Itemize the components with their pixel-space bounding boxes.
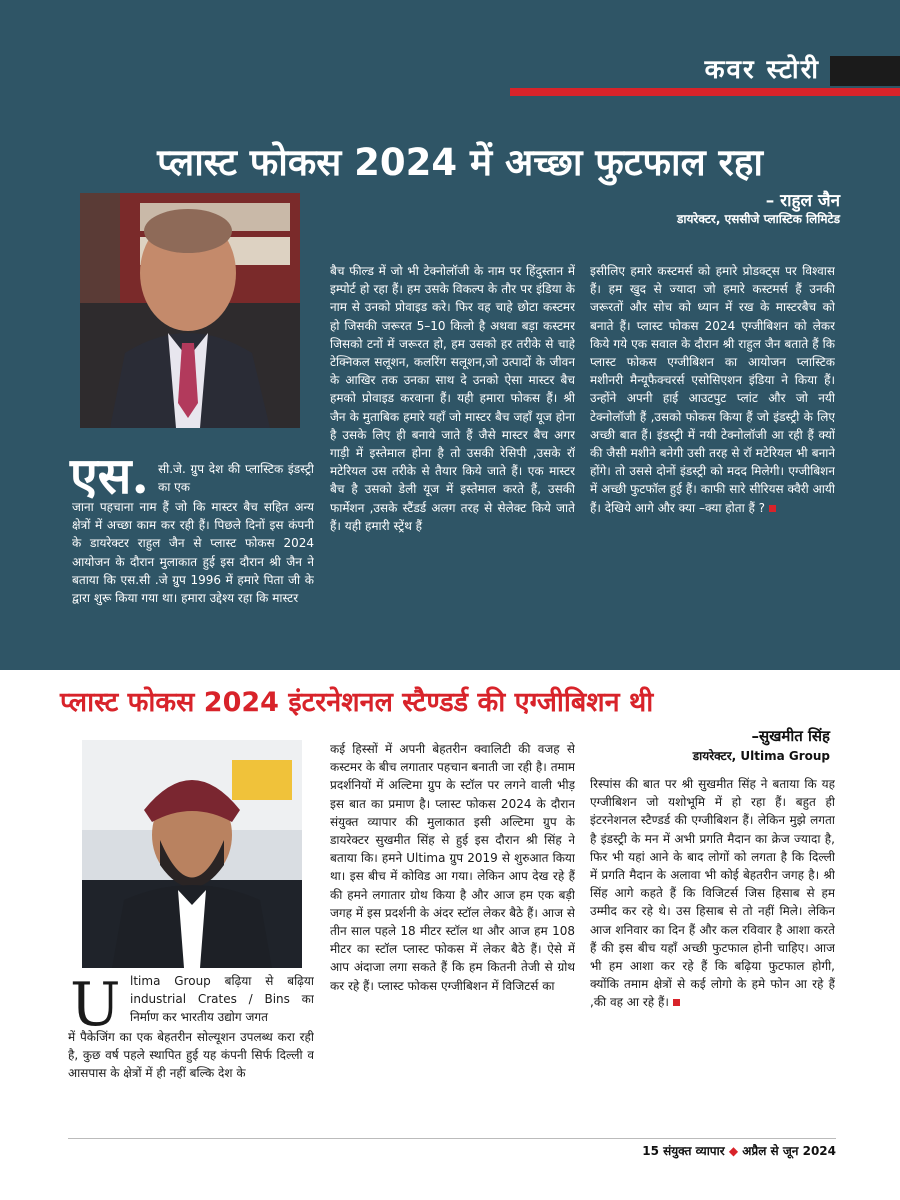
article2-col1-intro: ltima Group बढ़िया से बढ़िया industrial Crates / Bins का निर्माण कर भारतीय उद्योग जगत (130, 974, 314, 1025)
article1-col3 (590, 262, 835, 662)
issue-date: अप्रैल से जून 2024 (742, 1144, 836, 1158)
section-label-block (830, 56, 900, 86)
portrait-rahul-jain (80, 193, 300, 428)
page-number: 15 (642, 1144, 659, 1158)
article2-col2: कई हिस्सों में अपनी बेहतरीन क्वालिटी की वजह से कस्टमर के बीच लगातार पहचान बनाती जा रही है। तमाम प्रदर्शनियों में अल्टिमा ग्रुप के स्टॉल पर लगने वाली भीड़ इस बात का प्रमाण है। प्लास्ट फोकस 2024 के दौरान संयुक्त व्यापार की मुलाकात इसी अल्टिमा ग्रुप के डायरेक्टर सुखमीत सिंह से हुई इस दौरान श्री सिंह ने बताया कि। हमने Ultima ग्रुप 2019 से शुरुआत किया था। इस बीच में कोविड आ गया। लेकिन आप देख रहे हैं की हमने लगातार ग्रोथ किया है और आज हम एक बड़ी जगह में इस प्रदर्शनी के अंदर स्टॉल लेकर बैठे हैं। आज से तीन साल पहले 18 मीटर स्टॉल था और आज हम 108 मीटर का स्टॉल प्लास्ट फोकस में लेकर बैठे हैं। ऐसे में आप अंदाजा लगा सकते हैं कि हम कितनी तेजी से ग्रोथ कर रहे हैं। प्लास्ट फोकस एग्जीबिशन में विजिटर्स का (330, 742, 575, 993)
page-footer (560, 1142, 836, 1160)
diamond-icon: ◆ (728, 1144, 739, 1158)
end-mark-icon (769, 505, 776, 512)
article1-title: प्लास्ट फोकस 2024 में अच्छा फुटफाल रहा (157, 141, 763, 184)
article1-col1-body: जाना पहचाना नाम हैं जो कि मास्टर बैच सहित अन्य क्षेत्रों में अच्छा काम कर रही हैं। पिछले दिनों इस कंपनी के डायरेक्टर राहुल जैन से प्लास्ट फोकस 2024 आयोजन के दौरान मुलाकात हुई इस दौरान श्री जैन ने बताया कि एस.सी .जे ग्रुप 1996 में हमारे पिता जी के द्वारा शुरू किया गया था। हमारा उद्देश्य रहा कि मास्टर (72, 500, 314, 606)
article1-col3-text: इसीलिए हमारे कस्टमर्स को हमारे प्रोडक्ट्स पर विश्वास हैं। हम खुद से ज्यादा जो हमारे कस्टमर्स हैं उनकी जरूरतों और सोच को ध्यान में रख के मास्टरबैच को बनाते हैं। प्लास्ट फोकस 2024 एग्जीबिशन को लेकर किये गये एक सवाल के दौरान श्री राहुल जैन बताते हैं कि प्लास्ट फोकस एग्जीबिशन का आयोजन प्लास्टिक मशीनरी मैन्यूफैक्चरर्स एसोसिएशन इंडिया ने किया हैं। उन्होंने अपनी हाई आउटपुट प्लांट और जो नयी टेक्नोलॉजी हैं ,उसको फोकस किया हैं जो इंडस्ट्री के लिए अच्छी बात हैं। इंडस्ट्री में नयी टेक्नोलॉजी आ रही हैं क्यों की जैसी मशीने बनेगी उसी तरह से रॉ मटेरियल भी बनाने होंगे। तो उससे दोनों इंडस्ट्री को मदद मिलेगी। एग्जीबिशन में अच्छी फुटफॉल हुई हैं। काफी सारे सीरियस क्वैरी आयी हैं। देखिये आगे और क्या –क्या होता हैं ? (590, 264, 835, 515)
section-accent-bar (510, 88, 900, 96)
article1-col2: बैच फील्ड में जो भी टेक्नोलॉजी के नाम पर हिंदुस्तान में इम्पोर्ट हो रहा हैं। हम उसके विकल्प के तौर पर इंडिया के नाम से उनको प्रोवाइड करे। फिर वह चाहे छोटा कस्टमर हो जिसकी जरूरत 5–10 किलो है अथवा बड़ा कस्टमर जिसको टनों में जरूरत हो, हम उसको हर तरीके से चाहे टेक्निकल सलूशन, कलरिंग सलूशन,जो उत्पादों के जीवन के आखिर तक उनका साथ दे उनको ऐसा मास्टर बैच हमको प्रोवाइड करवाना हैं। यही हमारा फोकस हैं। श्री जैन के मुताबिक हमारे यहाँ जो मास्टर बैच जहाँ यूज होना है उसके लिए ही बनाये जाते हैं जैसे मास्टर बैच अगर गाड़ी में इस्तेमाल होना है तो उसकी रेसिपी ,उसके रॉ मटेरियल उस तरीके से तैयार किये जाते हैं। एक मास्टर बैच है उसको डेली यूज में इस्तेमाल करते हैं, उसकी फार्मेशन ,उसके स्टैंडर्ड अलग तरह से सेलेक्ट किये जाते हैं। यही हमारी स्ट्रेंथ हैं (330, 264, 575, 533)
article2-author: –सुखमीत सिंह (751, 727, 830, 745)
article2-title: प्लास्ट फोकस 2024 इंटरनेशनल स्टैण्डर्ड की एग्जीबिशन थी (60, 687, 654, 718)
article1-dropcap: एस. (70, 446, 149, 505)
magazine-name: संयुक्त व्यापार (663, 1144, 725, 1158)
article1-role: डायरेक्टर, एससीजे प्लास्टिक लिमिटेड (676, 212, 840, 226)
end-mark-icon (673, 999, 680, 1006)
article1-photo (80, 193, 300, 428)
article2-col1-body: में पैकेजिंग का एक बेहतरीन सोल्यूशन उपलब्ध करा रही है, कुछ वर्ष पहले स्थापित हुई यह कंपनी सिर्फ दिल्ली व आसपास के क्षेत्रों में ही नहीं बल्कि देश के (68, 1030, 314, 1081)
portrait-sukhmeet-singh (82, 740, 302, 968)
section-label: कवर स्टोरी (704, 55, 820, 85)
article2-photo (82, 740, 302, 968)
article2-role: डायरेक्टर, Ultima Group (692, 749, 830, 763)
article1-col1-intro: सी.जे. ग्रुप देश की प्लास्टिक इंडस्ट्री का एक (158, 462, 314, 495)
footer-rule (68, 1138, 836, 1139)
article2-col3 (590, 775, 835, 1132)
article2-col3-text: रिस्पांस की बात पर श्री सुखमीत सिंह ने बताया कि यह एग्जीबिशन जो यशोभूमि में हो रहा हैं। बहुत ही इंटरनेशनल स्टैण्डर्ड की एग्जीबिशन हैं। लेकिन मुझे लगता है इंडस्ट्री के मन में अभी प्रगति मैदान का क्रेज ज्यादा है, फिर भी यहां आने के बाद लोगों को लगता है कि दिल्ली में प्रगति मैदान के अलावा भी कोई बेहतरीन जगह है। श्री सिंह आगे कहते हैं कि विजिटर्स जिस हिसाब से हम उम्मीद कर रहे थे। उस हिसाब से तो नहीं मिले। लेकिन आज शनिवार का दिन हैं और कल रविवार है आशा करते हैं की इस बीच यहाँ अच्छी फुटफाल होनी चाहिए। आज भी हम आशा कर रहे हैं कि बढ़िया फुटफाल होगी, क्योंकि तमाम क्षेत्रों से कई लोगो के हमे फोन आ रहे हैं ,की वह आ रहे हैं। (590, 777, 835, 1010)
article2-dropcap: U (70, 970, 121, 1040)
article1-author: – राहुल जैन (765, 191, 840, 211)
